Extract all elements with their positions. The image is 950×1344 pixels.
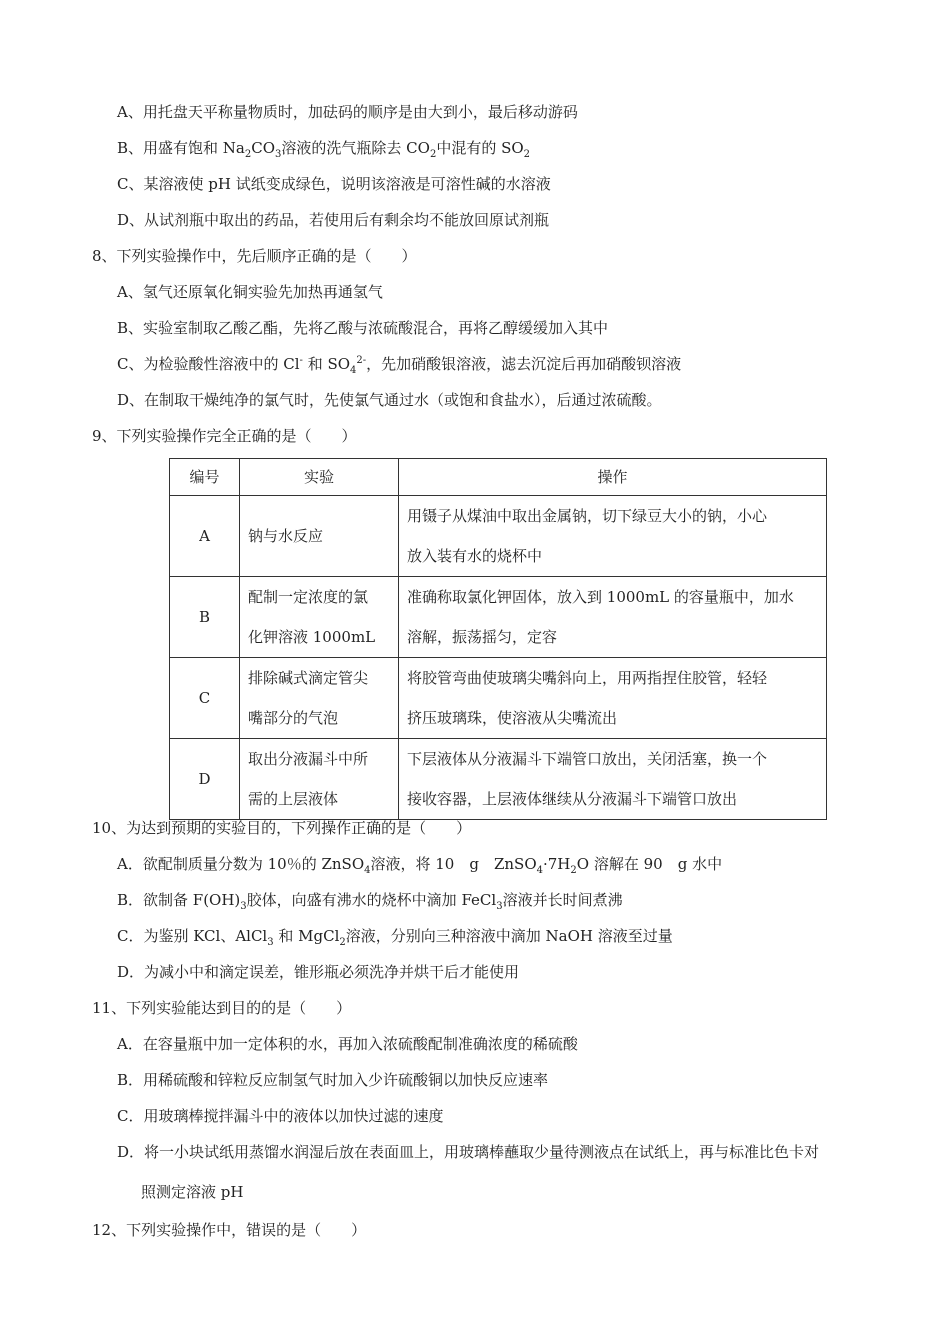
q9-stem: 9、下列实验操作完全正确的是（ ） (92, 427, 357, 445)
q8-option-c: C、为检验酸性溶液中的 Cl- 和 $SO_4^{2-}$，先加硝酸银溶液，滤去沉淀后再加硝酸钡溶液 (117, 355, 682, 376)
table-row (170, 658, 827, 739)
table-row (170, 496, 827, 577)
q7-option-d: D、从试剂瓶中取出的药品，若使用后有剩余均不能放回原试剂瓶 (117, 211, 550, 229)
row-operation: 将胶管弯曲使玻璃尖嘴斜向上，用两指捏住胶管，轻轻 挤压玻璃珠，使溶液从尖嘴流出 (399, 658, 827, 739)
row-experiment: 排除碱式滴定管尖 嘴部分的气泡 (240, 658, 399, 739)
q10-option-d: D．为减小中和滴定误差，锥形瓶必须洗净并烘干后才能使用 (117, 963, 520, 981)
header-operation: 操作 (399, 459, 827, 496)
q7-option-b: B、用盛有饱和 $Na_2CO_3$溶液的洗气瓶除去 $CO_2$中混有的 $SO_2$ (117, 139, 531, 160)
q10-option-b: B．欲制备 $F(OH)_3$胶体，向盛有沸水的烧杯中滴加 FeCl$_3$溶液并长时间煮沸 (117, 891, 623, 912)
q11-option-d-continued: 照测定溶液 pH (141, 1183, 244, 1201)
q11-option-b: B．用稀硫酸和锌粒反应制氢气时加入少许硫酸铜以加快反应速率 (117, 1071, 549, 1089)
row-number: B (170, 577, 240, 658)
row-number: D (170, 739, 240, 820)
row-number: C (170, 658, 240, 739)
q11-option-c: C．用玻璃棒搅拌漏斗中的液体以加快过滤的速度 (117, 1107, 444, 1125)
row-experiment: 配制一定浓度的氯 化钾溶液 1000mL (240, 577, 399, 658)
header-experiment: 实验 (240, 459, 399, 496)
q11-stem: 11、下列实验能达到目的的是（ ） (92, 999, 352, 1017)
q10-stem: 10、为达到预期的实验目的，下列操作正确的是（ ） (92, 819, 472, 837)
q11-option-d: D．将一小块试纸用蒸馏水润湿后放在表面皿上，用玻璃棒蘸取少量待测液点在试纸上，再与标准比色卡对 (117, 1143, 820, 1161)
row-number: A (170, 496, 240, 577)
q9-table (169, 458, 827, 820)
header-number: 编号 (170, 459, 240, 496)
q12-stem: 12、下列实验操作中，错误的是（ ） (92, 1221, 367, 1239)
table-header-row (170, 459, 827, 496)
q10-option-a: A．欲配制质量分数为 10％的 ZnSO$_4$溶液，将 10 g $ZnSO_4\cdot 7H_2O$ 溶解在 90 g 水中 (117, 855, 723, 876)
q8-option-d: D、在制取干燥纯净的氯气时，先使氯气通过水（或饱和食盐水），后通过浓硫酸。 (117, 391, 662, 409)
q8-stem: 8、下列实验操作中，先后顺序正确的是（ ） (92, 247, 417, 265)
row-operation: 用镊子从煤油中取出金属钠，切下绿豆大小的钠，小心 放入装有水的烧杯中 (399, 496, 827, 577)
q7-option-a: A、用托盘天平称量物质时，加砝码的顺序是由大到小，最后移动游码 (117, 103, 578, 121)
q10-option-c: C．为鉴别 KCl、AlCl$_3$ 和 MgCl$_2$溶液，分别向三种溶液中滴加 NaOH 溶液至过量 (117, 927, 673, 948)
table-row (170, 739, 827, 820)
q8-option-b: B、实验室制取乙酸乙酯，先将乙酸与浓硫酸混合，再将乙醇缓缓加入其中 (117, 319, 609, 337)
row-experiment: 钠与水反应 (240, 496, 399, 577)
row-operation: 下层液体从分液漏斗下端管口放出，关闭活塞，换一个 接收容器，上层液体继续从分液漏斗下端管口放出 (399, 739, 827, 820)
row-operation: 准确称取氯化钾固体，放入到 1000mL 的容量瓶中，加水 溶解，振荡摇匀，定容 (399, 577, 827, 658)
q8-option-a: A、氢气还原氧化铜实验先加热再通氢气 (117, 283, 383, 301)
row-experiment: 取出分液漏斗中所 需的上层液体 (240, 739, 399, 820)
table-row (170, 577, 827, 658)
q11-option-a: A．在容量瓶中加一定体积的水，再加入浓硫酸配制准确浓度的稀硫酸 (117, 1035, 578, 1053)
q7-option-c: C、某溶液使 pH 试纸变成绿色，说明该溶液是可溶性碱的水溶液 (117, 175, 551, 193)
